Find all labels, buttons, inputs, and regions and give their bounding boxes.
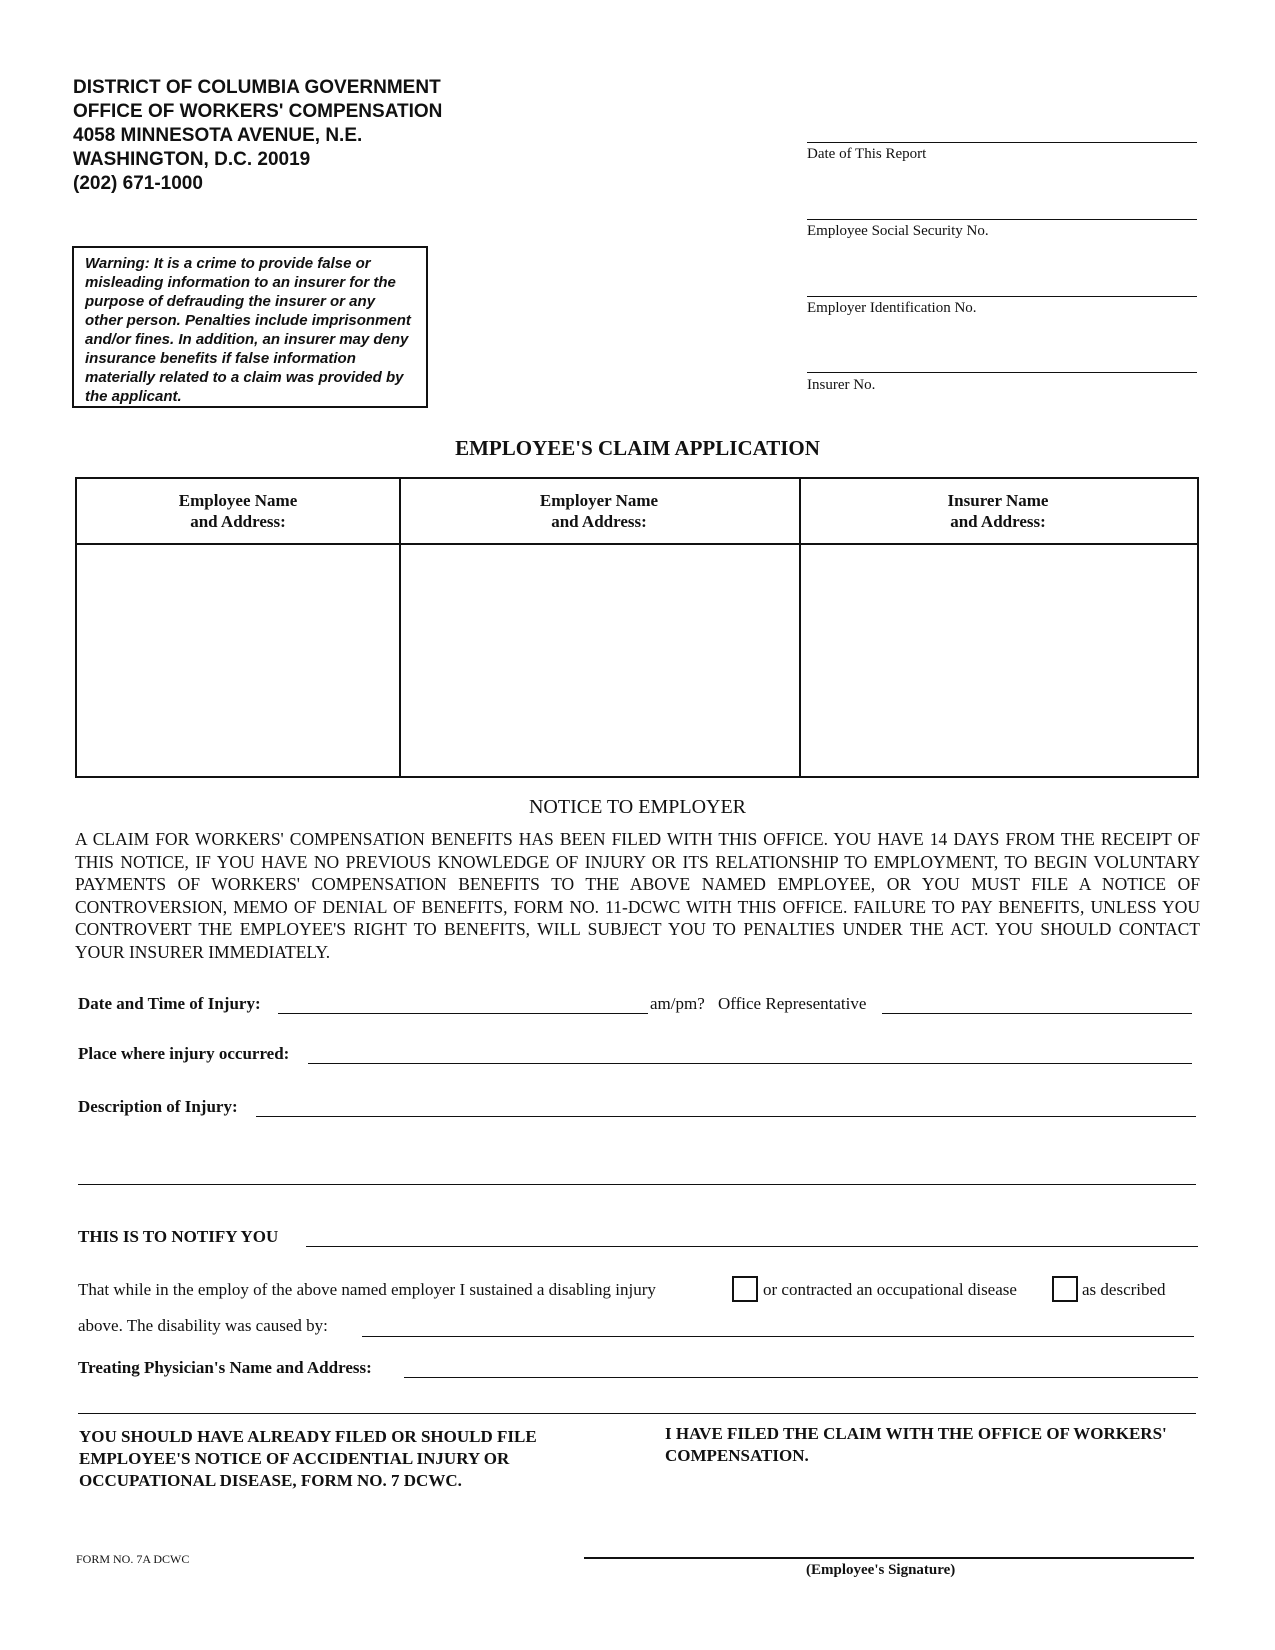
place-of-injury-line bbox=[308, 1063, 1192, 1064]
employer-header-line1: Employer Name bbox=[539, 491, 659, 510]
fraud-warning-box bbox=[72, 246, 428, 408]
employer-id-input[interactable] bbox=[807, 274, 1197, 294]
agency-line-2: OFFICE OF WORKERS' COMPENSATION bbox=[73, 101, 443, 122]
agency-line-4: WASHINGTON, D.C. 20019 bbox=[73, 149, 311, 170]
place-of-injury-label: Place where injury occurred: bbox=[78, 1044, 290, 1063]
office-representative-label: Office Representative bbox=[718, 994, 867, 1013]
notify-input[interactable] bbox=[308, 1224, 1196, 1244]
description-of-injury-input[interactable] bbox=[258, 1094, 1194, 1114]
filing-reminder-text: YOU SHOULD HAVE ALREADY FILED OR SHOULD FILE EMPLOYEE'S NOTICE OF ACCIDENTIAL INJURY OR OCCUPATIONAL DISEASE, FORM NO. 7 DCWC. bbox=[79, 1427, 537, 1490]
employee-name-address-input[interactable] bbox=[83, 549, 397, 773]
office-representative-input[interactable] bbox=[884, 991, 1190, 1011]
employee-column-header bbox=[77, 479, 399, 545]
employee-header-line1: Employee Name bbox=[178, 491, 298, 510]
date-time-injury-input[interactable] bbox=[280, 991, 646, 1011]
insurer-column-header bbox=[799, 479, 1197, 545]
description-continuation-input[interactable] bbox=[80, 1162, 1194, 1182]
agency-line-3: 4058 MINNESOTA AVENUE, N.E. bbox=[73, 125, 363, 146]
section-divider bbox=[78, 1413, 1196, 1414]
employee-ssn-label: Employee Social Security No. bbox=[807, 223, 989, 239]
column-divider bbox=[399, 479, 401, 776]
notice-title: NOTICE TO EMPLOYER bbox=[528, 796, 747, 818]
insurer-header-line2: and Address: bbox=[950, 512, 1046, 531]
agency-address-block bbox=[73, 76, 442, 196]
date-of-report-line bbox=[807, 142, 1197, 143]
description-of-injury-label: Description of Injury: bbox=[78, 1097, 238, 1116]
insurer-no-input[interactable] bbox=[807, 350, 1197, 370]
treating-physician-input[interactable] bbox=[406, 1355, 1196, 1375]
notify-label: THIS IS TO NOTIFY YOU bbox=[78, 1227, 279, 1246]
ampm-label: am/pm? bbox=[650, 994, 705, 1013]
employee-ssn-input[interactable] bbox=[807, 197, 1197, 217]
occupational-disease-text: or contracted an occupational disease bbox=[763, 1280, 1017, 1299]
injury-statement-text: That while in the employ of the above named employer I sustained a disabling injury bbox=[78, 1280, 656, 1299]
form-title: EMPLOYEE'S CLAIM APPLICATION bbox=[455, 436, 820, 460]
date-of-report-label: Date of This Report bbox=[807, 146, 927, 162]
employee-header-line2: and Address: bbox=[190, 512, 286, 531]
insurer-name-address-input[interactable] bbox=[807, 549, 1195, 773]
column-divider bbox=[799, 479, 801, 776]
notice-body: A CLAIM FOR WORKERS' COMPENSATION BENEFITS HAS BEEN FILED WITH THIS OFFICE. YOU HAVE 14 DAYS FROM THE RECEIPT OF THIS NOTICE, IF YOU HAVE NO PREVIOUS KNOWLEDGE OF INJURY OR ITS RELATIONSHIP TO EMPLOYMENT, TO BEGIN VOLUNTARY PAYMENTS OF WORKERS' COMPENSATION BENEFITS TO THE ABOVE NAMED EMPLOYEE, OR YOU MUST FILE A NOTICE OF CONTROVERSION, MEMO OF DENIAL OF BENEFITS, FORM NO. 11-DCWC WITH THIS OFFICE. FAILURE TO PAY BENEFITS, UNLESS YOU CONTROVERT THE EMPLOYEE'S RIGHT TO BENEFITS, WILL SUBJECT YOU TO PENALTIES UNDER THE ACT. YOU SHOULD CONTACT YOUR INSURER IMMEDIATELY. bbox=[75, 829, 1200, 962]
treating-physician-line bbox=[404, 1377, 1198, 1378]
form-number: FORM NO. 7A DCWC bbox=[76, 1552, 190, 1566]
insurer-no-line bbox=[807, 372, 1197, 373]
filing-declaration-text: I HAVE FILED THE CLAIM WITH THE OFFICE OF WORKERS' COMPENSATION. bbox=[665, 1424, 1167, 1465]
treating-physician-label: Treating Physician's Name and Address: bbox=[78, 1358, 372, 1377]
caused-by-label: above. The disability was caused by: bbox=[78, 1316, 328, 1335]
employer-header-line2: and Address: bbox=[551, 512, 647, 531]
place-of-injury-input[interactable] bbox=[310, 1041, 1190, 1061]
insurer-no-label: Insurer No. bbox=[807, 377, 876, 393]
date-of-report-input[interactable] bbox=[807, 120, 1197, 140]
caused-by-input[interactable] bbox=[364, 1314, 1192, 1334]
office-representative-line bbox=[882, 1013, 1192, 1014]
fraud-warning-text: Warning: It is a crime to provide false or misleading information to an insurer for the purpose of defrauding the insurer or any other person. Penalties include imprisonment and/or fines. In addition, an insurer may deny insurance benefits if false information materially related to a claim was provided by the applicant. bbox=[85, 255, 411, 405]
agency-line-1: DISTRICT OF COLUMBIA GOVERNMENT bbox=[73, 77, 441, 98]
caused-by-line bbox=[362, 1336, 1194, 1337]
disabling-injury-checkbox[interactable] bbox=[732, 1276, 758, 1302]
notify-line bbox=[306, 1246, 1198, 1247]
agency-line-5: (202) 671-1000 bbox=[73, 173, 203, 194]
signature-line bbox=[584, 1557, 1194, 1559]
description-continuation-line bbox=[78, 1184, 1196, 1185]
date-time-injury-line bbox=[278, 1013, 648, 1014]
occupational-disease-checkbox[interactable] bbox=[1052, 1276, 1078, 1302]
date-time-injury-label: Date and Time of Injury: bbox=[78, 994, 261, 1013]
signature-label: (Employee's Signature) bbox=[806, 1562, 956, 1578]
employee-ssn-line bbox=[807, 219, 1197, 220]
employer-id-label: Employer Identification No. bbox=[807, 300, 977, 316]
employer-name-address-input[interactable] bbox=[407, 549, 797, 773]
parties-table bbox=[75, 477, 1199, 778]
employee-signature-input[interactable] bbox=[586, 1533, 1192, 1553]
employer-column-header bbox=[399, 479, 799, 545]
description-of-injury-line bbox=[256, 1116, 1196, 1117]
employer-id-line bbox=[807, 296, 1197, 297]
as-described-text: as described bbox=[1082, 1280, 1166, 1299]
insurer-header-line1: Insurer Name bbox=[947, 491, 1049, 510]
